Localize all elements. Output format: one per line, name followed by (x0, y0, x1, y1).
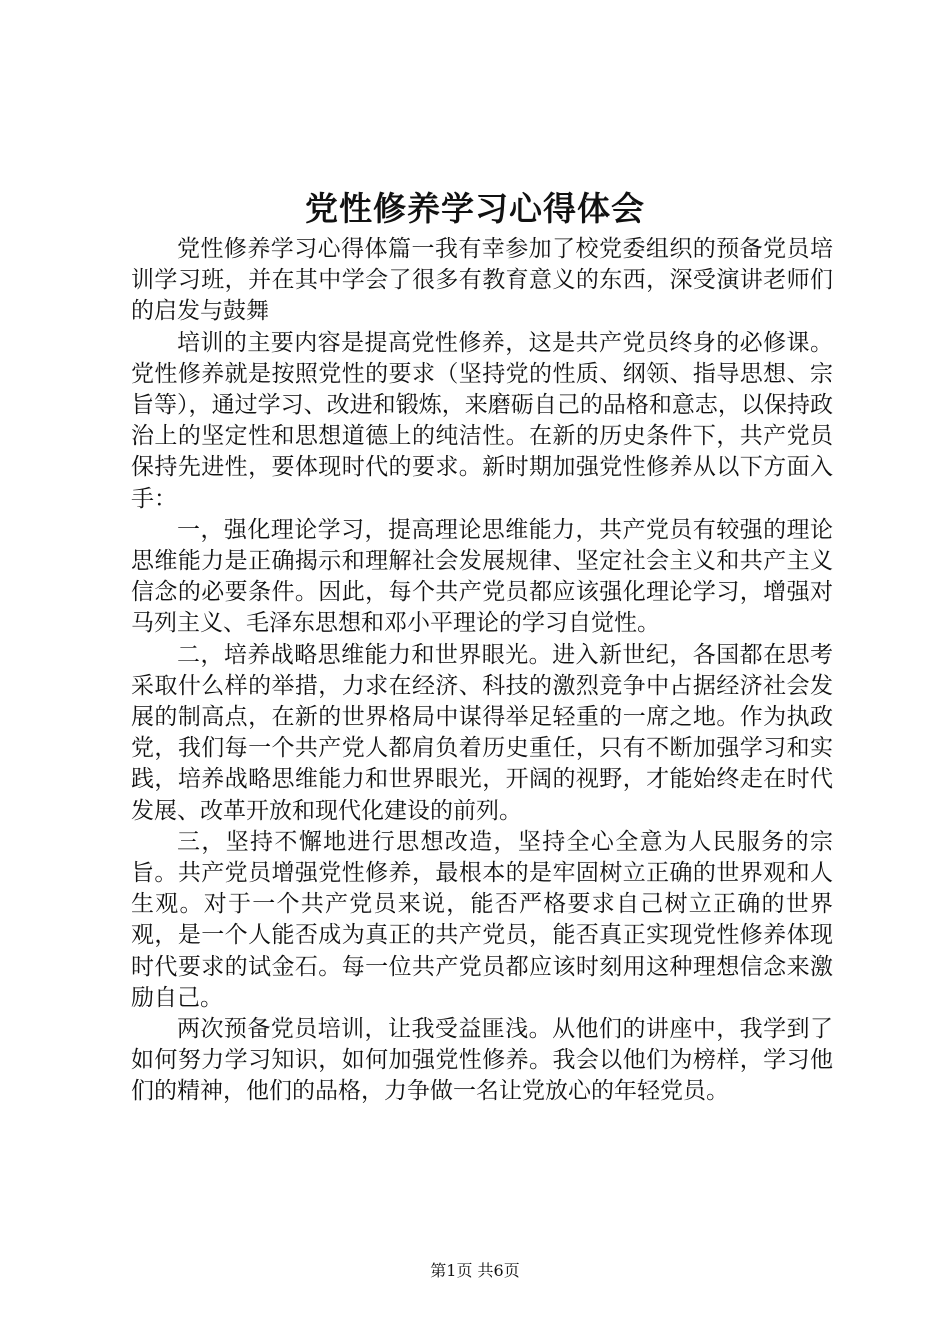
paragraph-2: 培训的主要内容是提高党性修养，这是共产党员终身的必修课。党性修养就是按照党性的要求（坚持党的性质、纲领、指导思想、宗旨等），通过学习、改进和锻炼，来磨砺自己的品格和意志，以保持政治上的坚定性和思想道德上的纯洁性。在新的历史条件下，共产党员保持先进性，要体现时代的要求。新时期加强党性修养从以下方面入手： (131, 329, 833, 512)
document-body (131, 234, 833, 1108)
paragraph-6: 两次预备党员培训，让我受益匪浅。从他们的讲座中，我学到了如何努力学习知识，如何加强党性修养。我会以他们为榜样，学习他们的精神，他们的品格，力争做一名让党放心的年轻党员。 (131, 1016, 833, 1105)
document-title: 党性修养学习心得体会 (305, 189, 645, 228)
paragraph-3: 一，强化理论学习，提高理论思维能力，共产党员有较强的理论思维能力是正确揭示和理解社会发展规律、坚定社会主义和共产主义信念的必要条件。因此，每个共产党员都应该强化理论学习，增强对马列主义、毛泽东思想和邓小平理论的学习自觉性。 (131, 516, 833, 637)
paragraph-1: 党性修养学习心得体篇一我有幸参加了校党委组织的预备党员培训学习班，并在其中学会了很多有教育意义的东西，深受演讲老师们的启发与鼓舞 (131, 236, 833, 325)
paragraph-5: 三，坚持不懈地进行思想改造，坚持全心全意为人民服务的宗旨。共产党员增强党性修养，最根本的是牢固树立正确的世界观和人生观。对于一个共产党员来说，能否严格要求自己树立正确的世界观，是一个人能否成为真正的共产党员，能否真正实现党性修养体现时代要求的试金石。每一位共产党员都应该时刻用这种理想信念来激励自己。 (131, 828, 833, 1011)
page-footer: 第1页 共6页 (430, 1261, 520, 1280)
paragraph-4: 二，培养战略思维能力和世界眼光。进入新世纪，各国都在思考采取什么样的举措，力求在经济、科技的激烈竞争中占据经济社会发展的制高点，在新的世界格局中谋得举足轻重的一席之地。作为执政党，我们每一个共产党人都肩负着历史重任，只有不断加强学习和实践，培养战略思维能力和世界眼光，开阔的视野，才能始终走在时代发展、改革开放和现代化建设的前列。 (131, 641, 833, 824)
